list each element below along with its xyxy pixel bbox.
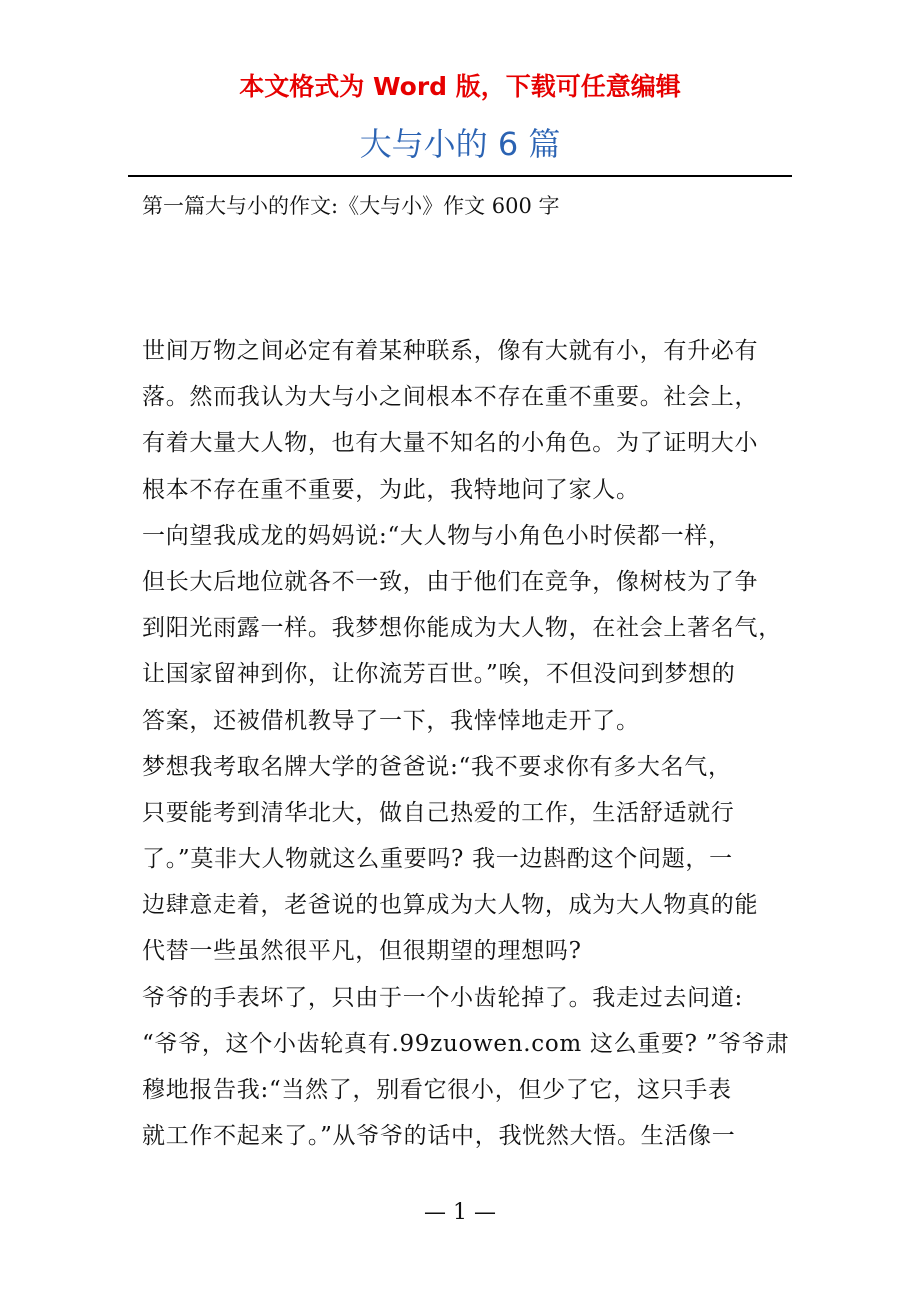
text-line: 世间万物之间必定有着某种联系，像有大就有小，有升必有 [142, 338, 759, 364]
text-line: 梦想我考取名牌大学的爸爸说:“我不要求你有多大名气， [142, 753, 732, 780]
text-line: 让国家留神到你，让你流芳百世。”唉，不但没问到梦想的 [142, 661, 736, 688]
text-line: 但长大后地位就各不一致，由于他们在竞争，像树枝为了争 [142, 568, 759, 595]
text-line: 边肆意走着，老爸说的也算成为大人物，成为大人物真的能 [142, 892, 759, 919]
document-title: 大与小的 6 篇 [359, 125, 561, 163]
format-notice: 本文格式为 Word 版，下载可任意编辑 [239, 72, 681, 101]
text-line: 爷爷的手表坏了，只由于一个小齿轮掉了。我走过去问道: [142, 984, 743, 1011]
page-number: — 1 — [424, 1200, 496, 1225]
text-line: 落。然而我认为大与小之间根本不存在重不重要。社会上， [142, 384, 759, 411]
text-line: 根本不存在重不重要，为此，我特地问了家人。 [142, 476, 640, 503]
text-line: 穆地报告我:“当然了，别看它很小，但少了它，这只手表 [142, 1077, 732, 1103]
title-divider [128, 175, 792, 177]
text-line: 只要能考到清华北大，做自己热爱的工作，生活舒适就行 [142, 799, 735, 826]
text-line: 就工作不起来了。”从爷爷的话中，我恍然大悟。生活像一 [142, 1123, 736, 1150]
text-line: 了。”莫非大人物就这么重要吗? 我一边斟酌这个问题，一 [142, 846, 733, 873]
text-line: 到阳光雨露一样。我梦想你能成为大人物，在社会上著名气， [142, 615, 782, 642]
text-line: 有着大量大人物，也有大量不知名的小角色。为了证明大小 [142, 430, 759, 457]
section-heading: 第一篇大与小的作文:《大与小》作文 600 字 [142, 194, 560, 218]
text-line: “爷爷，这个小齿轮真有.99zuowen.com 这么重要? ”爷爷肃 [142, 1030, 790, 1057]
text-line: 答案，还被借机教导了一下，我悻悻地走开了。 [142, 707, 640, 734]
essay-body [142, 331, 790, 1162]
text-line: 代替一些虽然很平凡，但很期望的理想吗? [142, 938, 582, 965]
text-line: 一向望我成龙的妈妈说:“大人物与小角色小时侯都一样， [142, 522, 732, 549]
